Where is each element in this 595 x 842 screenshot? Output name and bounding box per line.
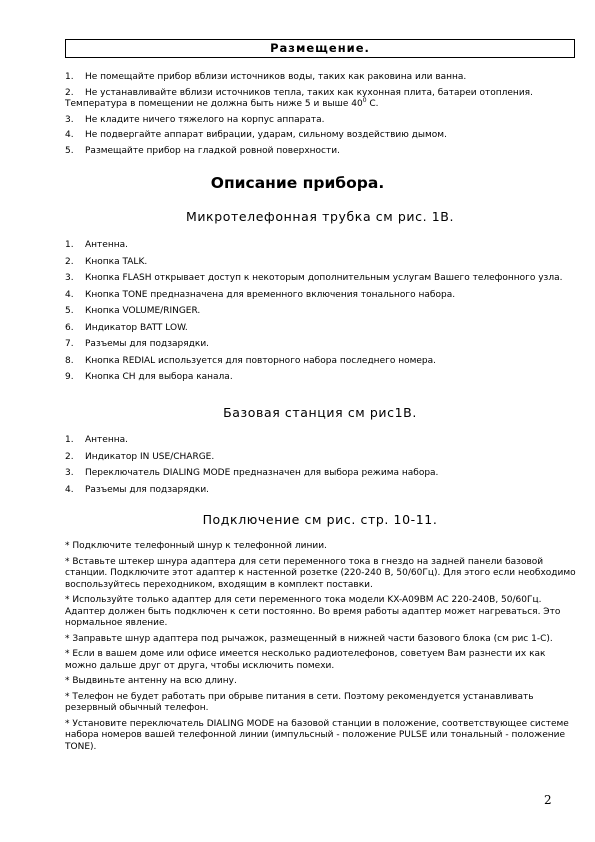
connection-title: Подключение см рис. стр. 10-11. <box>202 512 438 527</box>
paragraph: * Заправьте шнур адаптера под рычажок, размещенный в нижней части базового блока (см рис 1-С). <box>65 633 553 644</box>
list-item: 1. Антенна. <box>65 435 128 445</box>
list-item: 9. Кнопка CH для выбора канала. <box>65 372 233 382</box>
paragraph: * Телефон не будет работать при обрыве питания в сети. Поэтому рекомендуется устанавливать резервный обычный телефон. <box>65 691 534 713</box>
handset-title: Микротелефонная трубка см рис. 1B. <box>185 209 455 224</box>
list-item: 1. Не помещайте прибор вблизи источников воды, таких как раковина или ванна. <box>65 72 467 82</box>
connection-paragraphs <box>65 541 577 753</box>
list-item: 2. Индикатор IN USE/CHARGE. <box>65 451 215 462</box>
base-title: Базовая станция см рис1B. <box>223 405 417 420</box>
list-item: 6. Индикатор BATT LOW. <box>65 322 188 333</box>
paragraph: * Используйте только адаптер для сети переменного тока модели KX-A09BM AC 220-240В, 50/60Гц. Адаптер должен быть подключен к сети постоянно. Во время работы адаптер может нагреваться. Это нормальное явление. <box>65 595 561 628</box>
list-item: 3. Не кладите ничего тяжелого на корпус аппарата. <box>65 114 325 125</box>
paragraph: * Выдвиньте антенну на всю длину. <box>65 676 237 686</box>
paragraph: * Подключите телефонный шнур к телефонной линии. <box>65 541 327 551</box>
placement-title: Размещение. <box>65 39 575 58</box>
paragraph: * Если в вашем доме или офисе имеется несколько радиотелефонов, советуем Вам разнести их как можно дальше друг от друга, чтобы исключить помехи. <box>65 649 546 671</box>
list-item: 5. Размещайте прибор на гладкой ровной поверхности. <box>65 145 340 156</box>
list-item: 7. Разъемы для подзарядки. <box>65 339 210 349</box>
list-item: 1. Антенна. <box>65 240 128 250</box>
paragraph: * Установите переключатель DIALING MODE на базовой станции в положение, соответствующее системе набора номеров вашей телефонной линии (импульсный - положение PULSE или тональный - положение TONE). <box>65 718 569 752</box>
paragraph: * Вставьте штекер шнура адаптера для сети переменного тока в гнездо на задней панели базовой станции. Подключите этот адаптер к настенной розетке (220-240 В, 50/60Гц). Для этого если необходимо воспользуйтесь переходником, входящим в комплект поставки. <box>65 556 576 590</box>
handset-list <box>65 240 577 384</box>
list-item: 8. Кнопка REDIAL используется для повторного набора последнего номера. <box>65 355 437 366</box>
description-title: Описание прибора. <box>210 174 385 192</box>
degree-superscript: 0 <box>362 97 367 104</box>
list-item: 4. Не подвергайте аппарат вибрации, ударам, сильному воздействию дымом. <box>65 130 447 140</box>
base-list <box>65 435 577 496</box>
page-number: 2 <box>544 793 552 807</box>
list-item: 4. Разъемы для подзарядки. <box>65 484 210 495</box>
list-item: 2. Не устанавливайте вблизи источников тепла, таких как кухонная плита, батареи отопления. Температура в помещении не должна быть ниже 5 и выше $40^0$ С. <box>65 87 533 109</box>
list-item: 4. Кнопка TONE предназначена для временного включения тонального набора. <box>65 289 456 300</box>
list-item: 3. Переключатель DIALING MODE предназначен для выбора режима набора. <box>65 468 439 478</box>
list-item: 3. Кнопка FLASH открывает доступ к некоторым дополнительным услугам Вашего телефонного узла. <box>65 273 563 283</box>
list-item: 2. Кнопка TALK. <box>65 256 148 267</box>
list-item: 5. Кнопка VOLUME/RINGER. <box>65 306 201 316</box>
placement-list <box>65 72 577 157</box>
